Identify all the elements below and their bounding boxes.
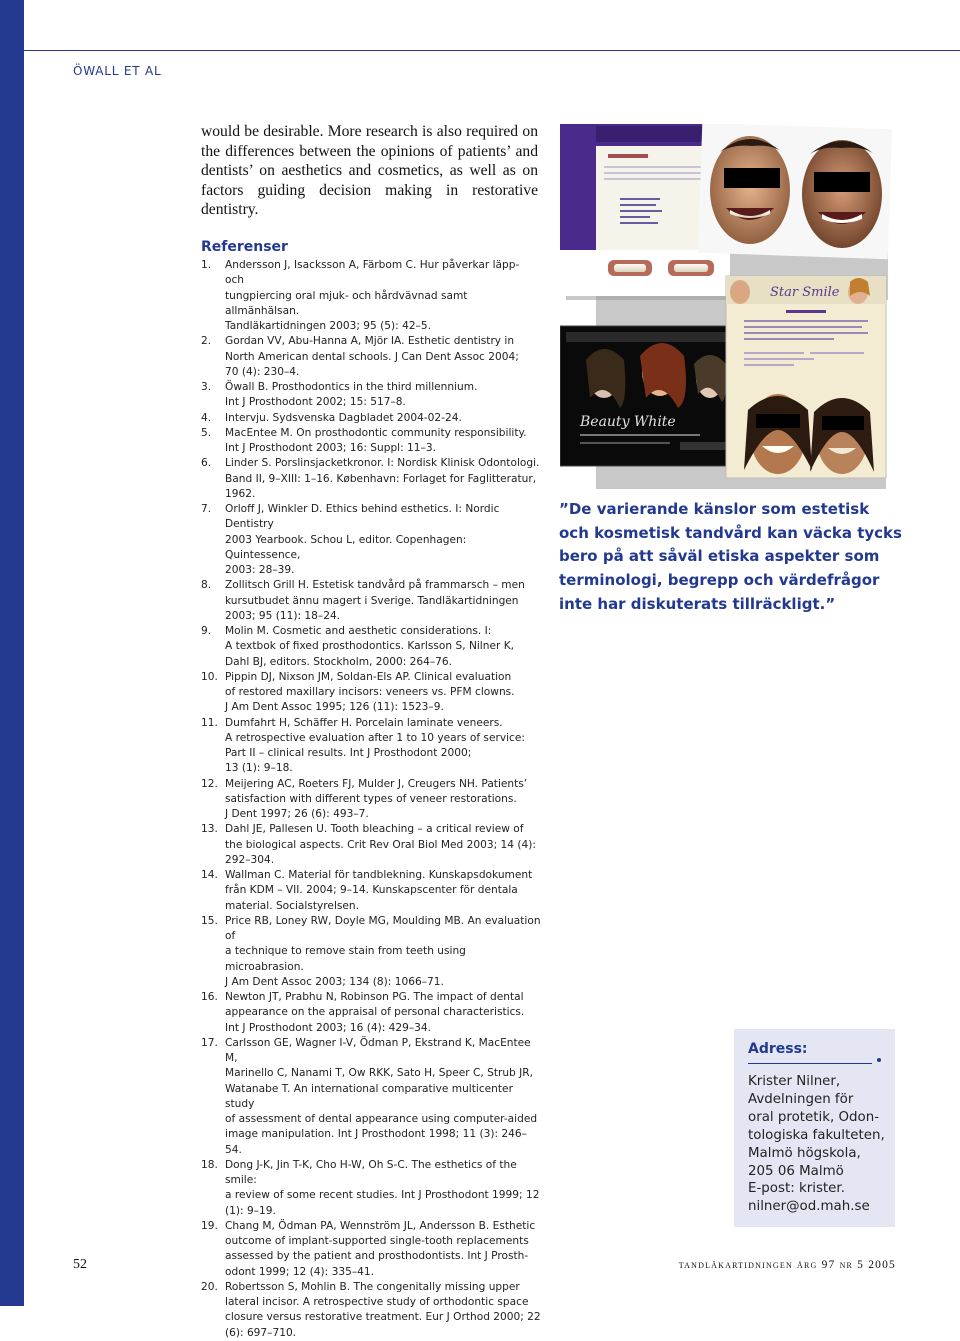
reference-line: 2003; 95 (11): 18–24. [225,609,341,622]
reference-number: 1. [201,259,212,271]
reference-line: Tandläkartidningen 2003; 95 (5): 42–5. [225,320,431,332]
reference-line: 292–304. [225,853,275,866]
intro-paragraph: would be desirable. More research is also required on the differences between the opinions of patients’ and dentists’ on aesthetics and cosmetics, as well as on factors guiding decision making in restorative dentistry. [201,123,538,219]
reference-line: Linder S. Porslinsjacketkronor. I: Nordisk Klinisk Odontologi. [225,457,540,470]
reference-line: Orloff J, Winkler D. Ethics behind esthetics. I: Nordic Dentistry [225,503,500,531]
reference-line: Int J Prosthodont 2003; 16: Suppl: 11–3. [225,442,436,454]
reference-line: Band II, 9–XIII: 1–16. København: Forlaget for Faglitteratur, [225,472,537,485]
reference-line: a review of some recent studies. Int J Prosthodont 1999; 12 [225,1189,540,1202]
website-screenshot-2 [560,326,740,466]
address-title: Adress: [748,1041,808,1057]
address-lines [748,1073,885,1216]
reference-item [201,990,541,1036]
address-line: nilner@od.mah.se [748,1199,870,1215]
reference-line: Int J Prosthodont 2002; 15: 517–8. [225,396,406,409]
reference-line: Chang M, Ödman PA, Wennström JL, Andersson B. Esthetic [225,1219,536,1232]
reference-line: Dahl JE, Pallesen U. Tooth bleaching – a critical review of [225,823,524,836]
reference-line: closure versus restorative treatment. Eur J Orthod 2000; 22 [225,1311,541,1324]
address-line: 205 06 Malmö [748,1163,844,1179]
address-box [734,1029,895,1227]
reference-number: 7. [201,503,212,515]
reference-line: the biological aspects. Crit Rev Oral Biol Med 2003; 14 (4): [225,838,536,851]
reference-number: 15. [201,914,218,927]
reference-item [201,670,541,716]
reference-item [201,1219,541,1280]
reference-number: 11. [201,716,218,729]
reference-line: MacEntee M. On prosthodontic community responsibility. [225,426,527,439]
reference-item [201,426,541,457]
reference-number: 12. [201,777,218,790]
reference-line: Öwall B. Prosthodontics in the third millennium. [225,381,478,393]
reference-line: A textbok of fixed prosthodontics. Karlsson S, Nilner K, [225,640,515,653]
reference-item [201,578,541,624]
reference-line: kursutbudet ännu magert i Sverige. Tandläkartidningen [225,594,519,607]
reference-line: Dahl BJ, editors. Stockholm, 2000: 264–76. [225,655,453,668]
reference-item [201,258,541,334]
reference-line: tungpiercing oral mjuk- och hårdvävnad samt allmänhälsan. [225,289,468,317]
reference-line: Dong J-K, Jin T-K, Cho H-W, Oh S-C. The esthetics of the smile: [225,1158,517,1186]
reference-number: 8. [201,579,212,592]
reference-item [201,777,541,823]
reference-line: Wallman C. Material för tandblekning. Kunskapsdokument [225,869,533,881]
reference-item [201,1158,541,1219]
reference-number: 16. [201,991,218,1003]
address-line: E-post: krister. [748,1181,845,1197]
website-screenshot-3 [726,276,886,478]
star-smile-logo: Star Smile [770,285,840,300]
running-head: ÖWALL ET AL [73,64,162,78]
reference-line: Robertsson S, Mohlin B. The congenitally missing upper [225,1280,520,1293]
reference-line: Marinello C, Nanami T, Ow RKK, Sato H, Speer C, Strub JR, [225,1067,533,1080]
reference-number: 3. [201,381,212,393]
left-color-bar [0,0,24,1306]
journal-footer: tandläkartidningen årg 97 nr 5 2005 [678,1259,896,1271]
reference-item [201,380,541,411]
before-after-photos [698,124,892,259]
reference-line: (1): 9–19. [225,1204,276,1217]
reference-number: 13. [201,823,218,836]
reference-line: A retrospective evaluation after 1 to 10 years of service: [225,731,525,744]
reference-item [201,502,541,578]
reference-line: Price RB, Loney RW, Doyle MG, Moulding MB. An evaluation of [225,914,541,942]
reference-line: Pippin DJ, Nixson JM, Soldan-Els AP. Clinical evaluation [225,670,512,683]
reference-line: North American dental schools. J Can Dent Assoc 2004; [225,350,519,363]
reference-line: of assessment of dental appearance using computer-aided [225,1113,538,1125]
reference-line: Molin M. Cosmetic and aesthetic considerations. I: [225,625,492,637]
reference-item [201,822,541,868]
reference-line: Part II – clinical results. Int J Prosthodont 2000; [225,747,472,759]
reference-item [201,914,541,990]
reference-line: J Dent 1997; 26 (6): 493–7. [225,808,369,820]
reference-line: satisfaction with different types of veneer restorations. [225,792,517,805]
reference-line: från KDM – VII. 2004; 9–14. Kunskapscenter för dentala [225,884,518,897]
reference-number: 17. [201,1036,218,1049]
cosmetic-dentistry-collage [560,124,892,489]
reference-item [201,1280,541,1341]
reference-line: Meijering AC, Roeters FJ, Mulder J, Creugers NH. Patients’ [225,777,528,790]
reference-line: appearance on the appraisal of personal characteristics. [225,1006,525,1019]
reference-line: Watanabe T. An international comparative multicenter study [225,1082,513,1110]
reference-line: (6): 697–710. [225,1326,297,1339]
reference-line: odont 1999; 12 (4): 335–41. [225,1265,374,1278]
reference-number: 10. [201,670,218,683]
reference-line: Zollitsch Grill H. Estetisk tandvård på frammarsch – men [225,579,525,592]
reference-item [201,334,541,380]
reference-line: Newton JT, Prabhu N, Robinson PG. The impact of dental [225,991,524,1003]
reference-line: Andersson J, Isacksson A, Färbom C. Hur påverkar läpp- och [225,259,520,287]
reference-line: Intervju. Sydsvenska Dagbladet 2004-02-24. [225,411,462,424]
header-rule [24,50,960,51]
reference-number: 2. [201,335,212,348]
reference-line: image manipulation. Int J Prosthodont 1998; 11 (3): 246–54. [225,1128,527,1156]
reference-line: material. Socialstyrelsen. [225,899,360,912]
page-number: 52 [73,1257,87,1272]
reference-line: assessed by the patient and prosthodontists. Int J Prosth- [225,1250,529,1263]
pull-quote: ”De varierande känslor som estetisk och kosmetisk tandvård kan väcka tycks bero på att såväl etiska aspekter som terminologi, begrepp och värdefrågor inte har diskuterats tillräckligt.” [559,500,902,613]
reference-item [201,411,541,426]
references-heading: Referenser [201,239,288,255]
address-line: Avdelningen för [748,1091,854,1107]
reference-line: Gordan VV, Abu-Hanna A, Mjör IA. Esthetic dentistry in [225,335,515,348]
reference-number: 9. [201,625,212,637]
reference-line: of restored maxillary incisors: veneers vs. PFM clowns. [225,686,515,698]
beauty-white-logo: Beauty White [580,414,676,430]
reference-line: 13 (1): 9–18. [225,762,293,775]
reference-number: 18. [201,1158,218,1171]
reference-line: 2003: 28–39. [225,564,295,576]
address-line: Krister Nilner, [748,1074,841,1089]
address-line: Malmö högskola, [748,1145,861,1161]
reference-number: 6. [201,457,212,470]
reference-line: outcome of implant-supported single-tooth replacements [225,1235,529,1247]
address-line: tologiska fakulteten, [748,1127,885,1143]
reference-item [201,868,541,914]
reference-line: a technique to remove stain from teeth using microabrasion. [225,945,466,973]
reference-line: 70 (4): 230–4. [225,365,300,378]
reference-item [201,1036,541,1158]
reference-line: Carlsson GE, Wagner I-V, Ödman P, Ekstrand K, MacEntee M, [225,1036,531,1064]
reference-number: 20. [201,1280,218,1293]
reference-line: 2003 Yearbook. Schou L, editor. Copenhagen: Quintessence, [225,533,467,561]
address-dot [877,1058,881,1062]
reference-line: 1962. [225,487,256,500]
reference-item [201,624,541,670]
reference-number: 19. [201,1219,218,1232]
reference-number: 4. [201,411,212,424]
reference-line: Int J Prosthodont 2003; 16 (4): 429–34. [225,1021,432,1034]
reference-line: J Am Dent Assoc 1995; 126 (11): 1523–9. [225,701,444,714]
reference-number: 14. [201,869,218,881]
reference-line: lateral incisor. A retrospective study of orthodontic space [225,1296,529,1308]
reference-line: Dumfahrt H, Schäffer H. Porcelain laminate veneers. [225,716,503,729]
address-line: oral protetik, Odon- [748,1109,880,1125]
reference-item [201,456,541,502]
reference-line: J Am Dent Assoc 2003; 134 (8): 1066–71. [225,975,444,988]
reference-item [201,716,541,777]
reference-number: 5. [201,426,212,439]
references-list [201,258,541,1341]
address-rule [748,1063,872,1064]
